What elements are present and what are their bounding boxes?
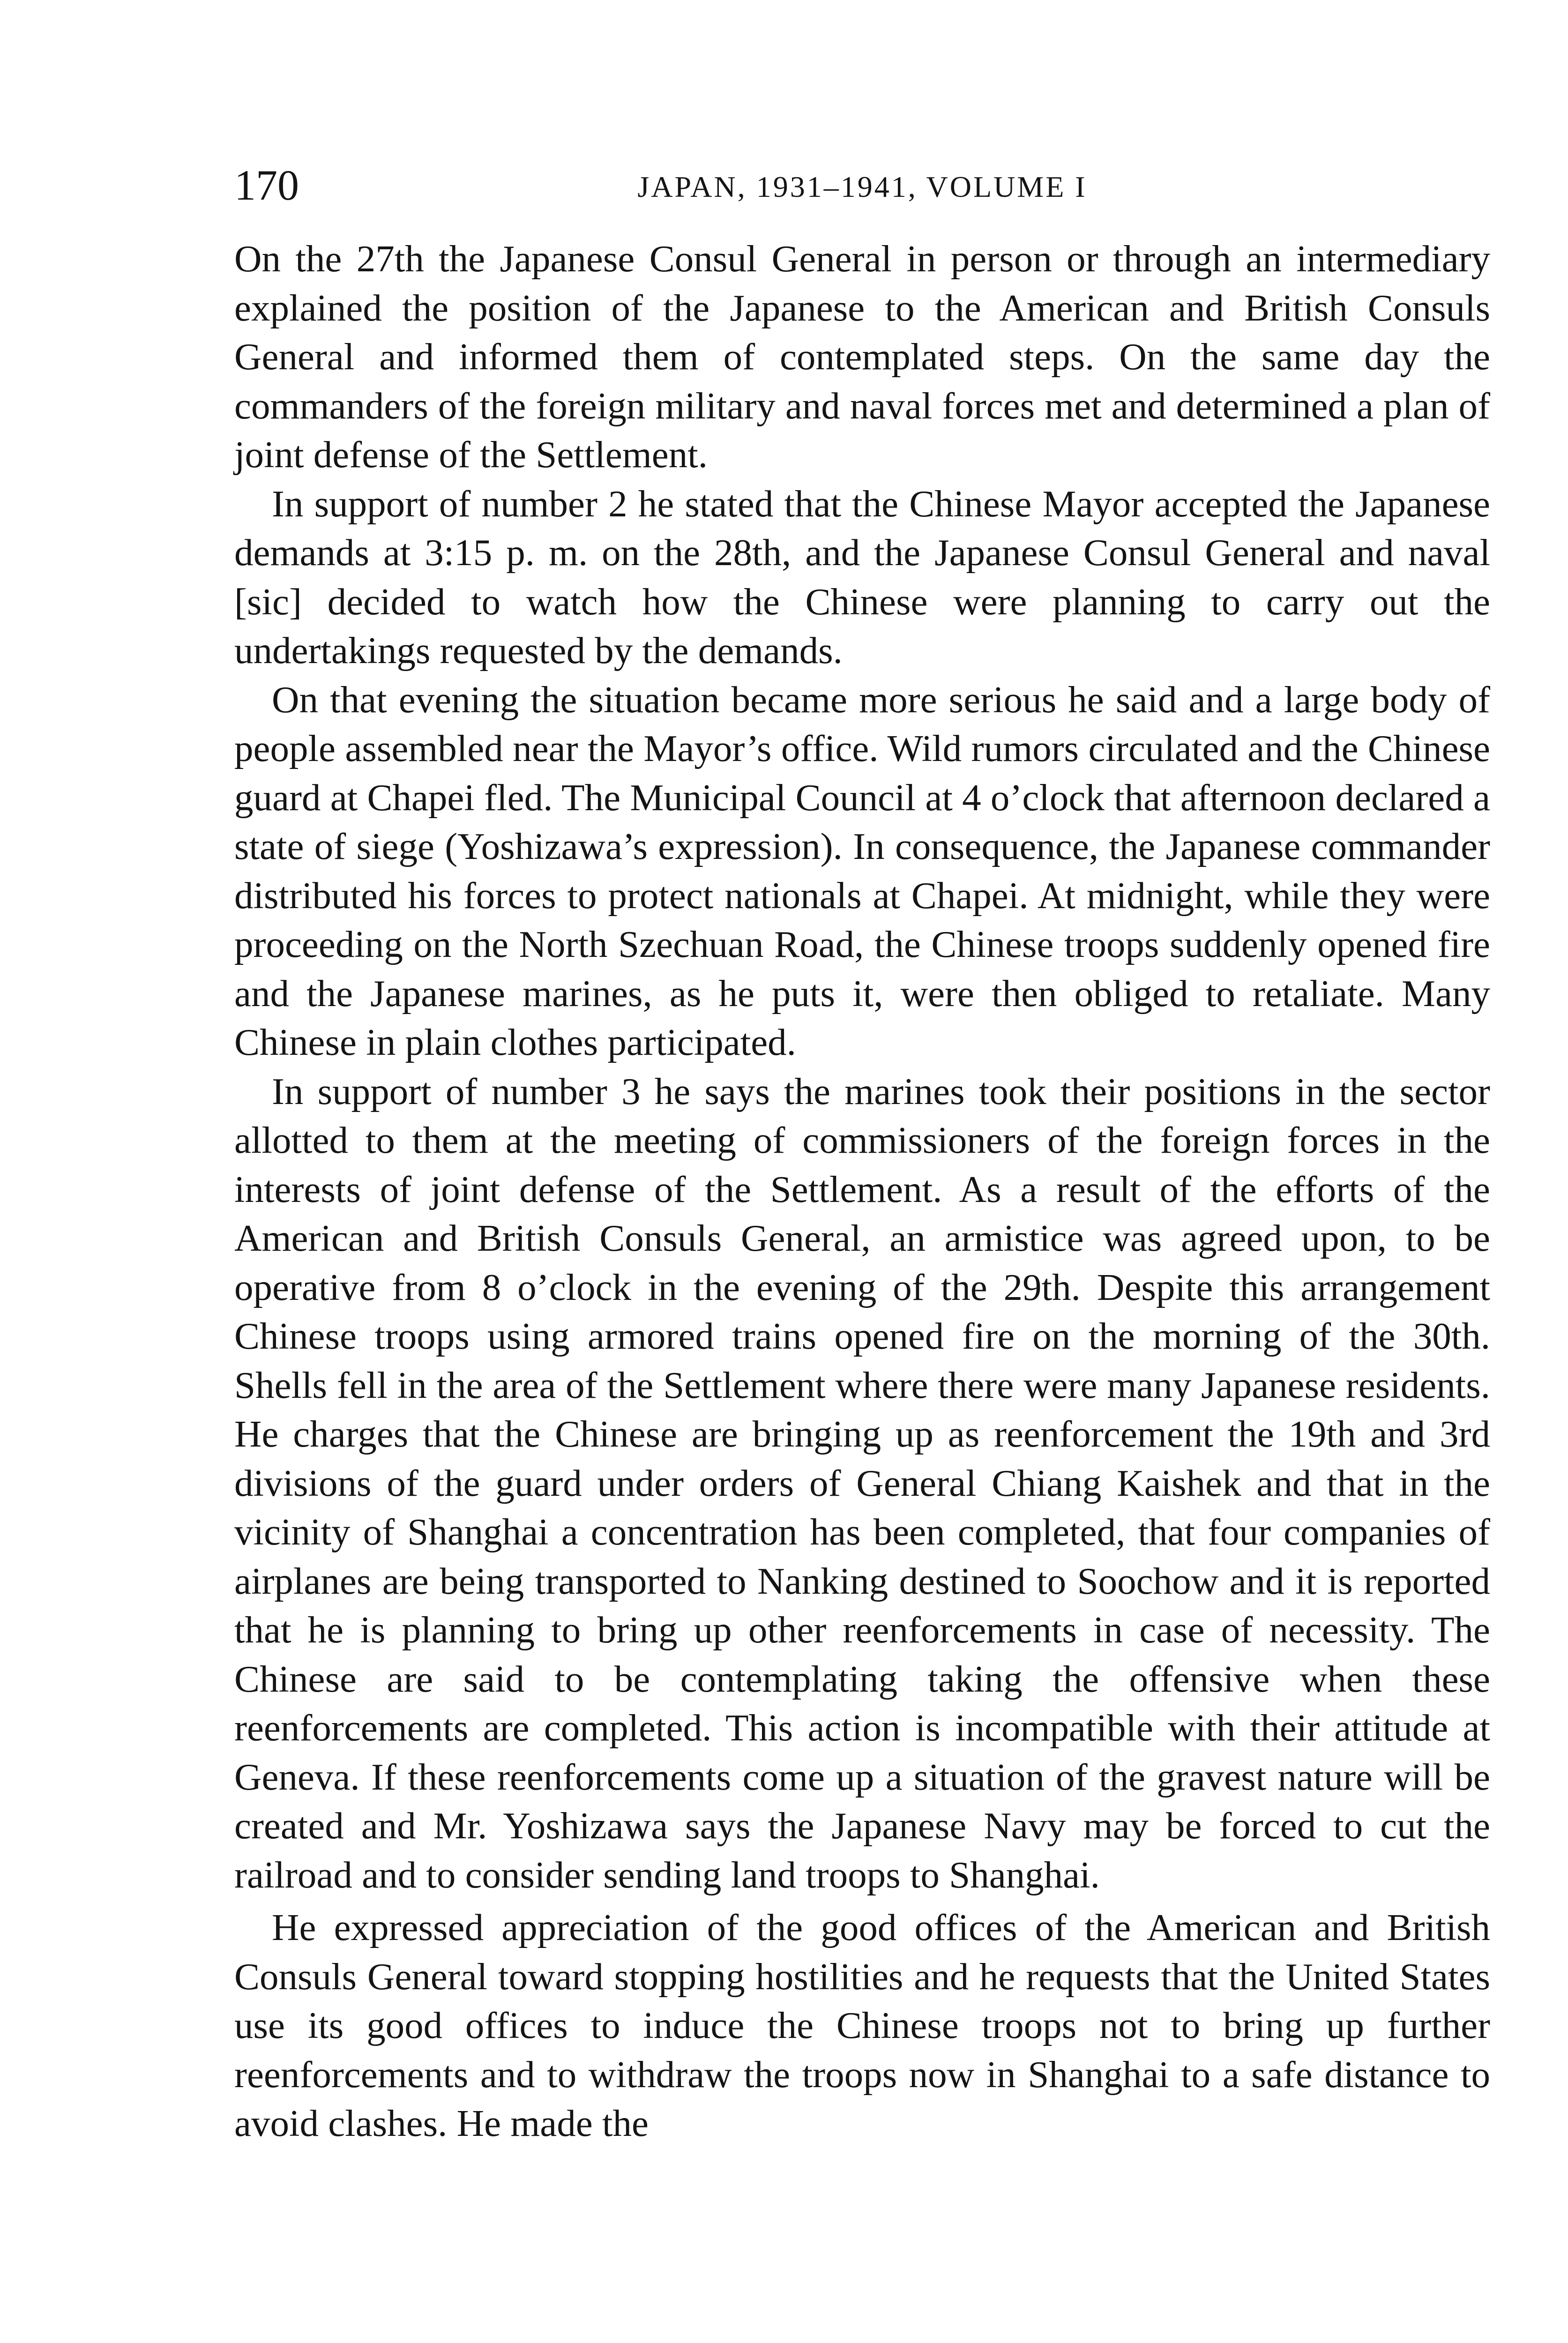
running-head <box>234 159 1490 216</box>
paragraph: In support of number 3 he says the marines took their positions in the sector allotted to them at the meeting of commissioners of the foreign forces in the interests of joint defense of the Settlement. As a result of the efforts of the American and British Consuls General, an armistice was agreed upon, to be operative from 8 o’clock in the evening of the 29th. Despite this arrangement Chinese troops using armored trains opened fire on the morning of the 30th. Shells fell in the area of the Settlement where there were many Japanese residents. He charges that the Chinese are bringing up as reenforcement the 19th and 3rd divisions of the guard under orders of General Chiang Kaishek and that in the vicinity of Shanghai a concentration has been completed, that four companies of airplanes are being transported to Nanking destined to Soochow and it is reported that he is planning to bring up other reenforcements in case of necessity. The Chinese are said to be contemplating taking the offensive when these reenforcements are completed. This action is incompatible with their attitude at Geneva. If these reenforcements come up a situation of the gravest nature will be created and Mr. Yoshizawa says the Japanese Navy may be forced to cut the railroad and to consider sending land troops to Shanghai. <box>234 1070 1490 1896</box>
body-text <box>234 234 1490 2148</box>
paragraph: On the 27th the Japanese Consul General in person or through an intermediary explained the position of the Japanese to the American and British Consuls General and informed them of contemplated steps. On the same day the commanders of the foreign military and naval forces met and determined a plan of joint defense of the Settlement. <box>234 238 1490 476</box>
page-number: 170 <box>234 161 299 209</box>
paragraph: He expressed appreciation of the good offices of the American and British Consuls General toward stopping hostilities and he requests that the United States use its good offices to induce the Chinese troops not to bring up further reenforcements and to withdraw the troops now in Shanghai to a safe distance to avoid clashes. He made the <box>234 1906 1490 2144</box>
running-title: JAPAN, 1931–1941, VOLUME I <box>637 170 1087 203</box>
paragraph: In support of number 2 he stated that the Chinese Mayor accepted the Japanese demands at 3:15 p. m. on the 28th, and the Japanese Consul General and naval [sic] decided to watch how the Chinese were planning to carry out the undertakings requested by the demands. <box>234 482 1490 672</box>
paragraph: On that evening the situation became more serious he said and a large body of people assembled near the Mayor’s office. Wild rumors circulated and the Chinese guard at Chapei fled. The Municipal Council at 4 o’clock that afternoon declared a state of siege (Yoshizawa’s expression). In consequence, the Japanese commander distributed his forces to protect nationals at Chapei. At midnight, while they were proceeding on the North Szechuan Road, the Chinese troops suddenly opened fire and the Japanese marines, as he puts it, were then obliged to retaliate. Many Chinese in plain clothes participated. <box>234 678 1490 1063</box>
